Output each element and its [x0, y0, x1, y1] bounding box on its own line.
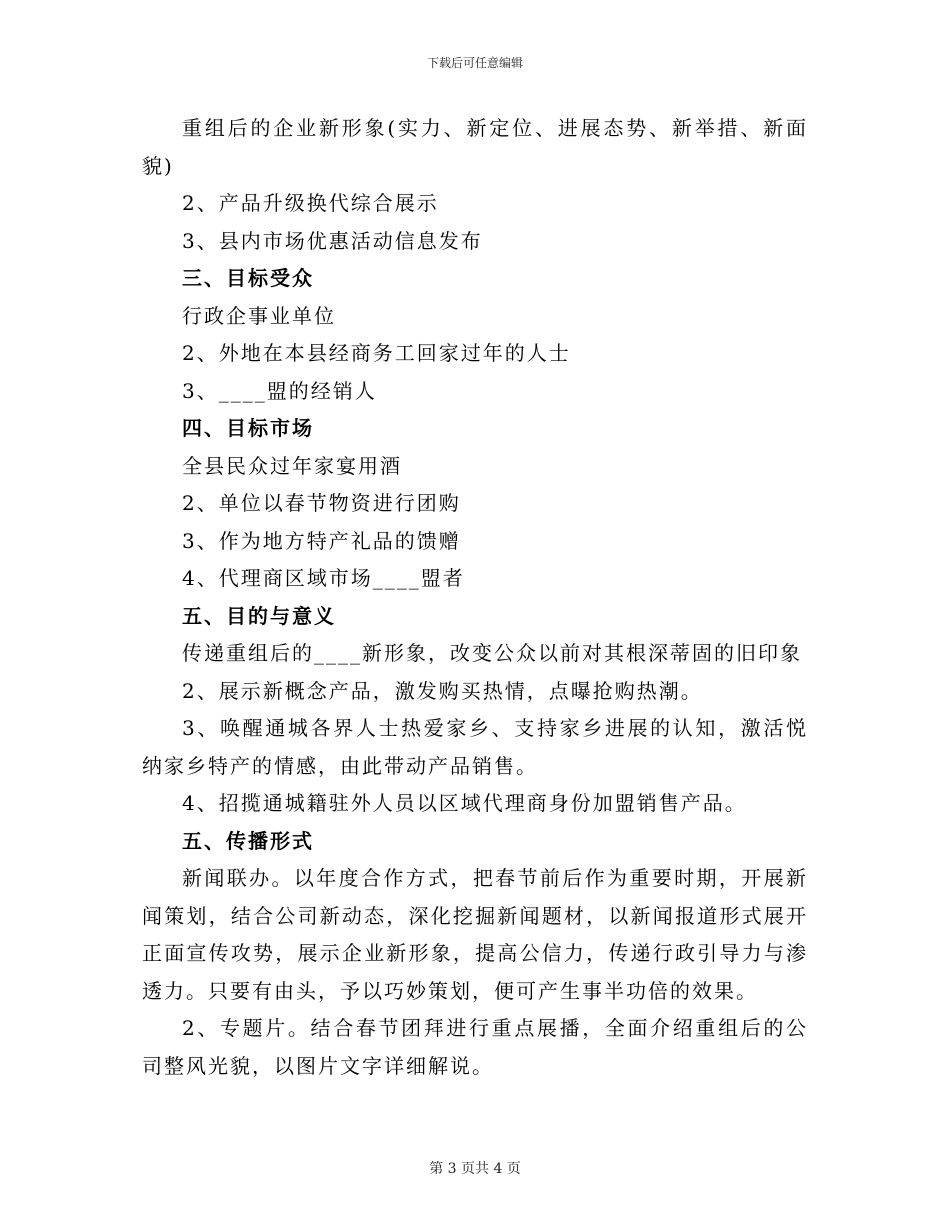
page-header: 下载后可任意编辑 — [426, 56, 523, 70]
list-item: 3、作为地方特产礼品的馈赠 — [182, 528, 461, 553]
list-item: 2、展示新概念产品，激发购买热情，点曝抢购热潮。 — [182, 678, 703, 703]
list-item: 行政企事业单位 — [182, 303, 336, 328]
section-heading: 三、目标受众 — [182, 266, 314, 290]
section-heading: 五、传播形式 — [182, 828, 314, 853]
list-item: 3、唤醒通城各界人士热爱家乡、支持家乡进展的认知，激活悦纳家乡特产的情感，由此带动产品销售。 — [142, 716, 808, 778]
paragraph: 新闻联办。以年度合作方式，把春节前后作为重要时期，开展新闻策划，结合公司新动态，深化挖掘新闻题材，以新闻报道形式展开正面宣传攻势，展示企业新形象，提高公信力，传递行政引导力与渗透力。只要有由头，予以巧妙策划，便可产生事半功倍的效果。 — [142, 866, 808, 1003]
list-item: 2、外地在本县经商务工回家过年的人士 — [182, 341, 571, 365]
list-item: 4、招揽通城籍驻外人员以区域代理商身份加盟销售产品。 — [182, 791, 747, 815]
list-item: 2、产品升级换代综合展示 — [182, 191, 439, 215]
section-heading: 四、目标市场 — [182, 416, 314, 440]
list-item: 3、____盟的经销人 — [182, 378, 377, 403]
list-item: 全县民众过年家宴用酒 — [182, 453, 402, 478]
list-item: 4、代理商区域市场____盟者 — [182, 566, 465, 590]
document-body — [142, 110, 808, 1085]
paragraph: 2、专题片。结合春节团拜进行重点展播，全面介绍重组后的公司整风光貌，以图片文字详细解说。 — [142, 1016, 808, 1078]
list-item: 传递重组后的____新形象，改变公众以前对其根深蒂固的旧印象 — [182, 641, 802, 665]
list-item: 2、单位以春节物资进行团购 — [182, 491, 461, 515]
paragraph: 重组后的企业新形象(实力、新定位、进展态势、新举措、新面貌) — [142, 116, 808, 178]
list-item: 3、县内市场优惠活动信息发布 — [182, 228, 483, 253]
page-footer: 第 3 页共 4 页 — [429, 1161, 521, 1177]
section-heading: 五、目的与意义 — [182, 603, 336, 628]
